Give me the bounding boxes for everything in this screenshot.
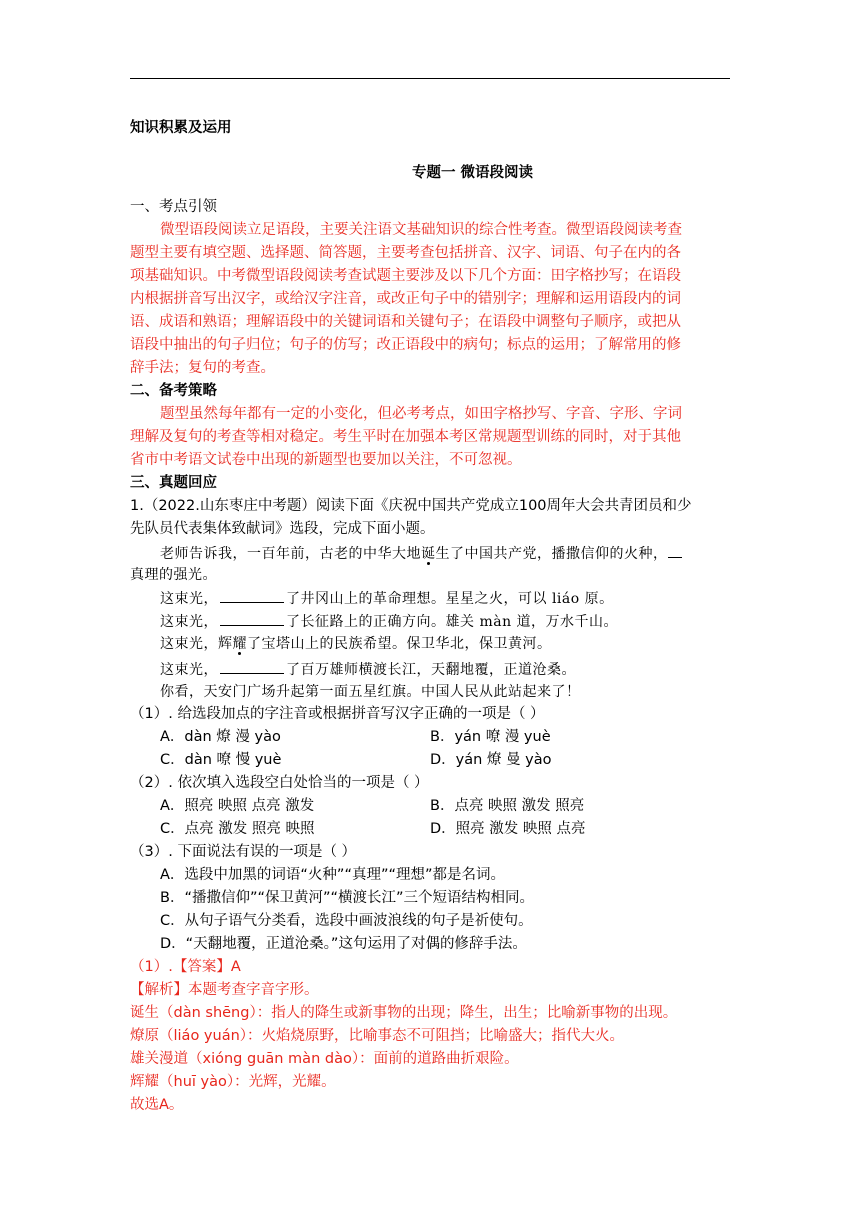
question-intro-line: 先队员代表集体致献词》选段，完成下面小题。: [130, 521, 435, 537]
passage-text: 老师告诉我，一百年前，古老的中华大地: [160, 546, 421, 562]
analysis-line: 雄关漫道（xióng guān màn dào）：面前的道路曲折艰险。: [130, 1051, 519, 1067]
part3-heading: 三、真题回应: [130, 475, 217, 491]
part2-line: 省市中考语文试卷中出现的新题型也要加以关注，不可忽视。: [130, 452, 522, 468]
part2-line: 题型虽然每年都有一定的小变化，但必考考点，如田字格抄写、字音、字形、字词: [160, 406, 682, 422]
sub2-stem: （2）. 依次填入选段空白处恰当的一项是（ ）: [130, 775, 429, 791]
sub3-option-b: B．“播撒信仰”“保卫黄河”“横渡长江”三个短语结构相同。: [160, 890, 535, 906]
part1-line: 内根据拼音写出汉字，或给汉字注音，或改正句子中的错别字；理解和运用语段内的词: [130, 291, 681, 307]
sub2-option-a: A．照亮 映照 点亮 激发: [160, 798, 315, 814]
sub1-option-c: C．dàn 嘹 慢 yuè: [160, 752, 282, 768]
analysis-heading: 【解析】本题考查字音字形。: [130, 982, 319, 998]
question-intro-line: 1.（2022.山东枣庄中考题）阅读下面《庆祝中国共产党成立100周年大会共青团员和少: [130, 498, 692, 514]
part1-line: 语段中抽出的句子归位；句子的仿写；改正语段中的病句；标点的运用；了解常用的修: [130, 337, 681, 353]
sub2-option-d: D．照亮 激发 映照 点亮: [430, 821, 586, 837]
answer-label: （1）.【答案】A: [130, 959, 241, 975]
passage-para-1-cont: 真理的强光。: [130, 567, 217, 583]
dotted-char: 耀: [232, 636, 247, 652]
passage-text: 这束光，辉: [160, 636, 233, 652]
fill-blank: [220, 611, 284, 626]
section-label: 知识积累及运用: [130, 120, 232, 136]
analysis-line: 燎原（liáo yuán）：火焰烧原野，比喻事态不可阻挡；比喻盛大；指代大火。: [130, 1028, 625, 1044]
analysis-line: 诞生（dàn shēng）：指人的降生或新事物的出现；降生，出生；比喻新事物的出现。: [130, 1005, 678, 1021]
part1-heading: 一、考点引领: [130, 199, 217, 215]
part1-line: 语、成语和熟语；理解语段中的关键词语和关键句子；在语段中调整句子顺序，或把从: [130, 314, 681, 330]
analysis-line: 故选A。: [130, 1097, 184, 1113]
passage-text: 了井冈山上的革命理想。星星之火，可以 liáo 原。: [286, 591, 614, 607]
passage-text: 了宝塔山上的民族希望。保卫华北，保卫黄河。: [247, 636, 552, 652]
part1-line: 题型主要有填空题、选择题、简答题，主要考查包括拼音、汉字、词语、句子在内的各: [130, 245, 681, 261]
passage-text: 生了中国共产党，播撒信仰的火种，: [435, 546, 668, 562]
passage-text: 这束光，: [160, 591, 218, 607]
part2-heading: 二、备考策略: [130, 383, 217, 399]
page-title: 专题一 微语段阅读: [412, 165, 534, 181]
passage-para-4: [160, 634, 552, 654]
sub1-option-d: D．yán 燎 曼 yào: [430, 752, 552, 768]
sub3-stem: （3）. 下面说法有误的一项是（ ）: [130, 844, 357, 860]
sub3-option-c: C．从句子语气分类看，选段中画波浪线的句子是祈使句。: [160, 913, 533, 929]
passage-text: 了长征路上的正确方向。雄关 màn 道，万水千山。: [286, 614, 619, 630]
fill-blank: [220, 588, 284, 603]
sub3-option-a: A．选段中加黑的词语“火种”“真理”“理想”都是名词。: [160, 867, 505, 883]
part1-line: 辞手法；复句的考查。: [130, 360, 275, 376]
passage-text: 这束光，: [160, 662, 218, 678]
part1-line: 微型语段阅读立足语段，主要关注语文基础知识的综合性考查。微型语段阅读考查: [160, 222, 682, 238]
sub1-stem: （1）. 给选段加点的字注音或根据拼音写汉字正确的一项是（ ）: [130, 706, 545, 722]
sub3-option-d: D．“天翻地覆，正道沧桑。”这句运用了对偶的修辞手法。: [160, 936, 527, 952]
passage-para-1: [160, 543, 682, 564]
dotted-char: 诞: [421, 546, 436, 562]
header-rule: [130, 78, 730, 79]
part1-line: 项基础知识。中考微型语段阅读考查试题主要涉及以下几个方面：田字格抄写；在语段: [130, 268, 681, 284]
sub1-option-b: B．yán 嘹 漫 yuè: [430, 729, 551, 745]
sub2-option-b: B．点亮 映照 激发 照亮: [430, 798, 585, 814]
passage-para-2: [160, 588, 614, 609]
sub2-option-c: C．点亮 激发 照亮 映照: [160, 821, 315, 837]
sub1-option-a: A．dàn 燎 漫 yào: [160, 729, 281, 745]
passage-para-6: 你看，天安门广场升起第一面五星红旗。中国人民从此站起来了！: [160, 684, 581, 700]
passage-para-3: [160, 611, 618, 632]
fill-blank: [668, 543, 682, 558]
fill-blank: [220, 659, 284, 674]
part2-line: 理解及复句的考查等相对稳定。考生平时在加强本考区常规题型训练的同时，对于其他: [130, 429, 681, 445]
analysis-line: 辉耀（huī yào）：光辉，光耀。: [130, 1074, 336, 1090]
passage-text: 这束光，: [160, 614, 218, 630]
passage-text: 了百万雄师横渡长江，天翻地覆，正道沧桑。: [286, 662, 576, 678]
passage-para-5: [160, 659, 576, 680]
